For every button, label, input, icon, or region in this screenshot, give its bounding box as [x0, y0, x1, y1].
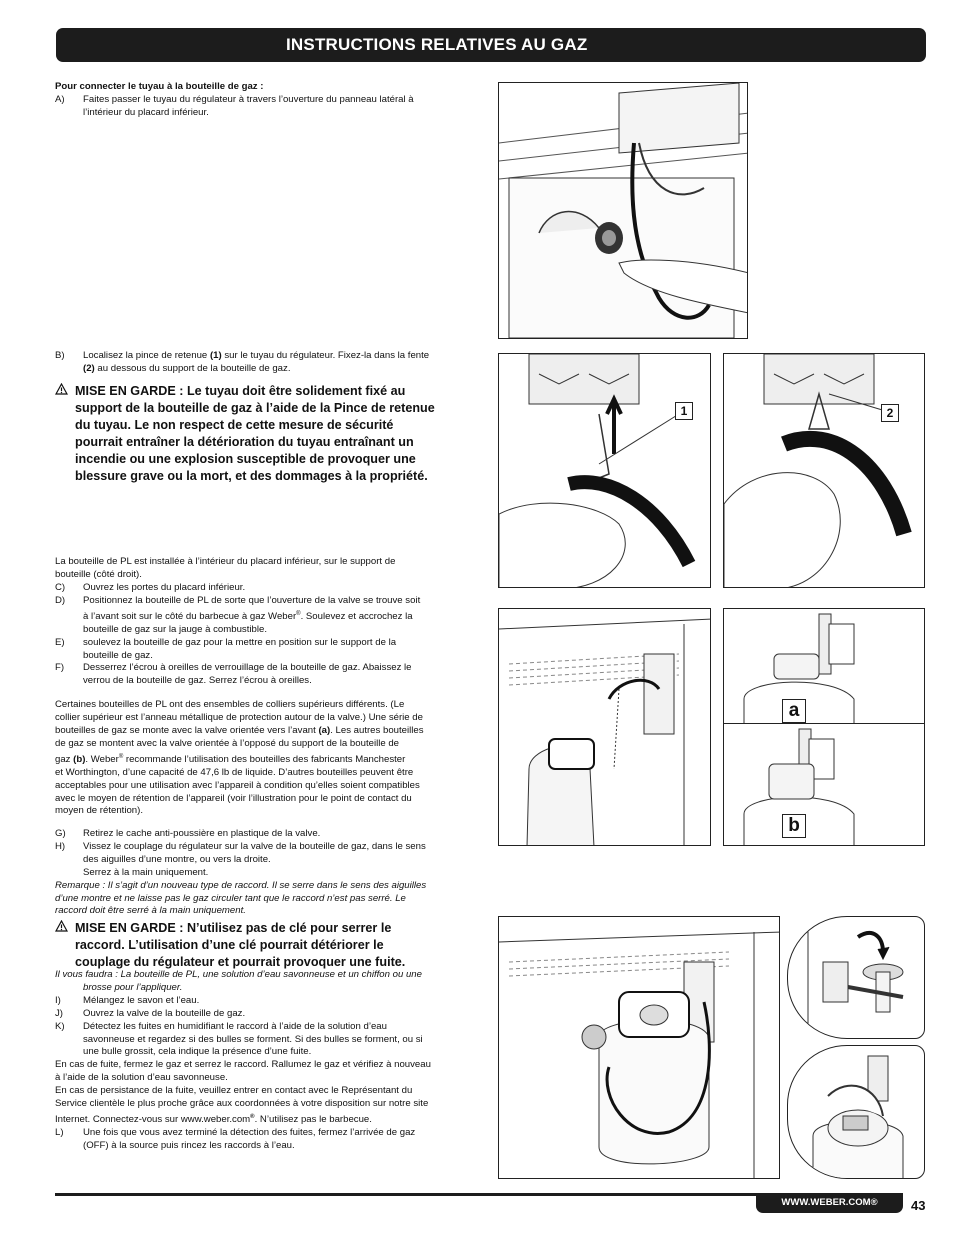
callout-2: 2	[881, 404, 899, 422]
page-title: INSTRUCTIONS RELATIVES AU GAZ	[56, 28, 926, 62]
callout-a: a	[782, 699, 806, 723]
leak-check: Il vous faudra : La bouteille de PL, une solution d’eau savonneuse et un chiffon ou une brosse pour l’appliquer. I) Mélangez le savon et l’eau. J) Ouvrez la valve de la bouteille de gaz. K) Détectez les fuites en humidifiant le raccord à l’aide de la solution d’eau savonneuse et regardez si des bulles se forment. Si des bulles se forment, ou si une bulle grossit, cela indique la présence d’une fuite. En cas de fuite, fermez le gaz et serrez le raccord. Rallumez le gaz et vérifiez à nouveau à l’aide de la solution d’eau savonneuse. En cas de persistance de la fuite, veuillez entrer en contact avec le Représentant du Service clientèle le plus proche grâce aux coordonnées à votre disposition sur notre site Internet. Connectez-vous sur www.weber.com®. N’utilisez pas le barbecue. L) Une fois que vous avez terminé la détection des fuites, fermez l’arrivée de gaz (OFF) à la source puis rincez les raccords à l’eau.	[55, 969, 431, 1151]
figure-retention-clip-1	[498, 353, 711, 588]
step-b-line2: (2) au dessous du support de la bouteille de gaz.	[83, 362, 291, 374]
figure-collar-b	[723, 723, 925, 846]
step-b	[55, 350, 485, 376]
bottle-install: La bouteille de PL est installée à l’intérieur du placard inférieur, sur le support de bouteille (côté droit). C) Ouvrez les portes du placard inférieur. D) Positionnez la bouteille de PL de sorte que l’ouverture de la valve se trouve soit à l’avant soit sur le côté du barbecue à gaz Weber®. Soulevez et accrochez la bouteille de gaz sur la jauge à combustible. E) soulevez la bouteille de gaz pour la mettre en position sur le support de la bouteille de gaz. F) Desserrez l’écrou à oreilles de verrouillage de la bouteille de gaz. Abaissez le verrou de la bouteille de gaz. Serrez l’écrou à oreilles.	[55, 556, 421, 687]
callout-b: b	[782, 814, 806, 838]
warning-triangle-icon	[55, 920, 75, 971]
intro-section	[55, 81, 485, 120]
figure-coupling-zoom	[787, 916, 925, 1039]
figure-leak-check-zoom	[787, 1045, 925, 1179]
figure-regulator-connected	[498, 916, 780, 1179]
collar-paragraph: Certaines bouteilles de PL ont des ensembles de colliers supérieurs différents. (Le collier supérieur est l’anneau métallique de protection autour de la valve.) Une série de bouteilles de gaz se monte avec la valve orientée vers l’avant (a). Les autres bouteilles de gaz se montent avec la valve orientée à l’opposé du support de la bouteille de gaz (b). Weber® recommande l’utilisation des bouteilles des fabricants Manchester et Worthington, d’une capacité de 47,6 lb de liquide. D’autres bouteilles peuvent être acceptables pour une utilisation avec l’appareil à condition qu’elles soient compatibles avec le moyen de rétention de l’appareil (voir l’illustration pour le point de contact du moyen de rétention).	[55, 699, 424, 817]
warning-text: MISE EN GARDE : Le tuyau doit être solidement fixé au support de la bouteille de gaz à l’aide de la Pince de retenue du tuyau. Le non respect de cette mesure de sécurité pourrait entraîner la détérioration du tuyau entraînant un incendie ou une explosion susceptible de provoquer une blessure grave ou la mort, et des dommages à la propriété.	[75, 384, 435, 483]
step-letter: B)	[55, 350, 65, 361]
warning-text: MISE EN GARDE : N’utilisez pas de clé pour serrer le raccord. L’utilisation d’une clé pourrait détériorer le couplage du régulateur et pourrait provoquer une fuite.	[75, 921, 406, 969]
figure-bottle-in-cabinet	[498, 608, 711, 846]
warning-hose-retention	[55, 383, 495, 485]
warning-triangle-icon	[55, 383, 75, 485]
figure-hose-routing	[498, 82, 748, 339]
page-number: 43	[911, 1198, 926, 1213]
step-a-text: Faites passer le tuyau du régulateur à travers l’ouverture du panneau latéral à	[83, 93, 414, 105]
figure-collar-a	[723, 608, 925, 724]
regulator-steps: G) Retirez le cache anti-poussière en plastique de la valve. H) Vissez le couplage du régulateur sur la valve de la bouteille de gaz, dans le sens des aiguilles d’une montre, ou vers la droite. Serrez à la main uniquement. Remarque : Il s’agit d’un nouveau type de raccord. Il se serre dans le sens des aiguilles d’une montre et ne laisse pas le gaz circuler tant que le raccord n’est pas serré. Le raccord doit être serré à la main uniquement.	[55, 828, 427, 917]
figure-retention-clip-2	[723, 353, 925, 588]
warning-no-wrench	[55, 920, 495, 971]
callout-1: 1	[675, 402, 693, 420]
step-a-text-cont: l’intérieur du placard inférieur.	[83, 106, 209, 118]
step-letter: A)	[55, 93, 65, 105]
step-b-line1: Localisez la pince de retenue (1) sur le tuyau du régulateur. Fixez-la dans la fente	[83, 350, 430, 361]
footer-url: WWW.WEBER.COM®	[756, 1193, 903, 1213]
intro-heading: Pour connecter le tuyau à la bouteille de gaz :	[55, 81, 264, 92]
